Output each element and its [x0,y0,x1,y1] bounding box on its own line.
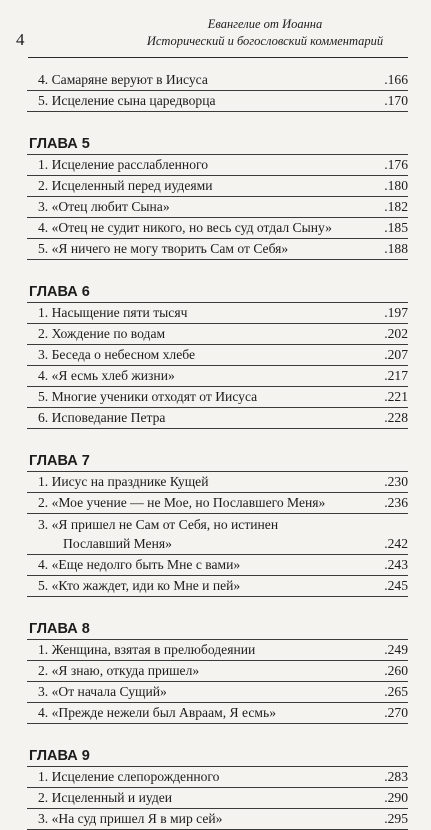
toc-entry-title: 1. Женщина, взятая в прелюбодеянии [38,642,256,657]
toc-entry[interactable] [27,155,408,176]
toc-entry-page: .176 [384,157,408,172]
toc-entry[interactable] [27,91,408,112]
toc-entry-page: .170 [384,93,408,108]
toc-entry[interactable] [27,239,408,260]
toc-entry-page: .182 [384,199,408,214]
toc-entry-page: .242 [384,536,408,551]
toc-entry-title: 1. Иисус на празднике Кущей [38,474,209,489]
toc-entry-page: .243 [384,557,408,572]
toc-entry[interactable] [27,661,408,682]
toc-entry-page: .245 [384,578,408,593]
toc-entry-page: .249 [384,642,408,657]
toc-entry-title: 1. Исцеление расслабленного [38,157,209,172]
chapter-heading: ГЛАВА 6 [27,282,408,303]
toc-entry-page: .230 [384,474,408,489]
toc-entry-title: 4. «Еще недолго быть Мне с вами» [38,557,241,572]
toc-entry-title: 5. «Я ничего не могу творить Сам от Себя» [38,241,289,256]
toc-entry[interactable] [27,640,408,661]
toc-entry-title: 1. Исцеление слепорожденного [38,769,220,784]
toc-entry-title: 3. Беседа о небесном хлебе [38,347,196,362]
toc-entry-title: 4. Самаряне веруют в Иисуса [38,72,208,87]
header-rule [28,57,408,58]
toc-entry-title: 2. Исцеленный перед иудеями [38,178,213,193]
toc-entry[interactable] [27,555,408,576]
toc-entry-title: 6. Исповедание Петра [38,410,166,425]
toc-entry-page: .185 [384,220,408,235]
toc-entry[interactable] [27,345,408,366]
toc-entry[interactable] [27,767,408,788]
toc-entry[interactable] [27,408,408,429]
toc-entry-title-line-2: Пославший Меня» [63,536,172,551]
toc-entry[interactable] [27,703,408,724]
toc-entry[interactable] [27,176,408,197]
toc-entry-title-line-1: 3. «Я пришел не Сам от Себя, но истинен [38,517,279,532]
toc-entry-page: .221 [384,389,408,404]
toc-entry-title [27,514,384,554]
toc-entry-page: .295 [384,811,408,826]
chapter-heading: ГЛАВА 7 [27,451,408,472]
chapter-heading: ГЛАВА 8 [27,619,408,640]
chapter-heading: ГЛАВА 5 [27,134,408,155]
toc-entry[interactable] [27,303,408,324]
toc-entry-page: .236 [384,495,408,510]
toc-entry[interactable] [27,366,408,387]
chapter-heading: ГЛАВА 9 [27,746,408,767]
toc-entry-page: .166 [384,72,408,87]
toc-entry-page: .228 [384,410,408,425]
toc-entry-title: 4. «Я есмь хлеб жизни» [38,368,175,383]
toc-entry-page: .270 [384,705,408,720]
toc-entry-title: 1. Насыщение пяти тысяч [38,305,188,320]
toc-entry-title: 4. «Прежде нежели был Авраам, Я есмь» [38,705,276,720]
page-number: 4 [16,30,25,49]
toc-entry[interactable] [27,809,408,830]
toc-entry-title: 3. «От начала Сущий» [38,684,167,699]
toc-entry[interactable] [27,788,408,809]
running-title-line-1: Евангелие от Иоанна [207,17,323,31]
page-header [0,0,431,64]
toc-entry[interactable] [27,324,408,345]
toc-entry[interactable] [27,576,408,597]
toc-entry-page: .217 [384,368,408,383]
toc-entry-title: 4. «Отец не судит никого, но весь суд отдал Сыну» [38,220,332,235]
toc-entry[interactable] [27,514,408,555]
toc-entry-page: .207 [384,347,408,362]
toc-entry-page: .260 [384,663,408,678]
toc-entry-page: .265 [384,684,408,699]
toc-entry[interactable] [27,197,408,218]
toc-entry-page: .202 [384,326,408,341]
toc-entry-title: 2. «Мое учение — не Мое, но Пославшего Меня» [38,495,326,510]
toc-entry-title: 2. Хождение по водам [38,326,166,341]
toc-entry-title: 5. Многие ученики отходят от Иисуса [38,389,258,404]
toc-entry[interactable] [27,70,408,91]
toc-entry[interactable] [27,493,408,514]
toc-entry-page: .283 [384,769,408,784]
toc-entry-title: 3. «Отец любит Сына» [38,199,170,214]
table-of-contents [27,70,408,830]
toc-entry-title: 3. «На суд пришел Я в мир сей» [38,811,223,826]
toc-entry-title: 2. Исцеленный и иудеи [38,790,173,805]
toc-entry[interactable] [27,218,408,239]
toc-entry-title: 5. «Кто жаждет, иди ко Мне и пей» [38,578,241,593]
toc-entry[interactable] [27,472,408,493]
toc-entry-page: .290 [384,790,408,805]
toc-entry-page: .180 [384,178,408,193]
running-title-line-2: Исторический и богословский комментарий [146,34,384,48]
toc-entry-title: 5. Исцеление сына царедворца [38,93,216,108]
toc-entry-page: .197 [384,305,408,320]
toc-entry[interactable] [27,387,408,408]
toc-entry-page: .188 [384,241,408,256]
toc-entry-title: 2. «Я знаю, откуда пришел» [38,663,200,678]
